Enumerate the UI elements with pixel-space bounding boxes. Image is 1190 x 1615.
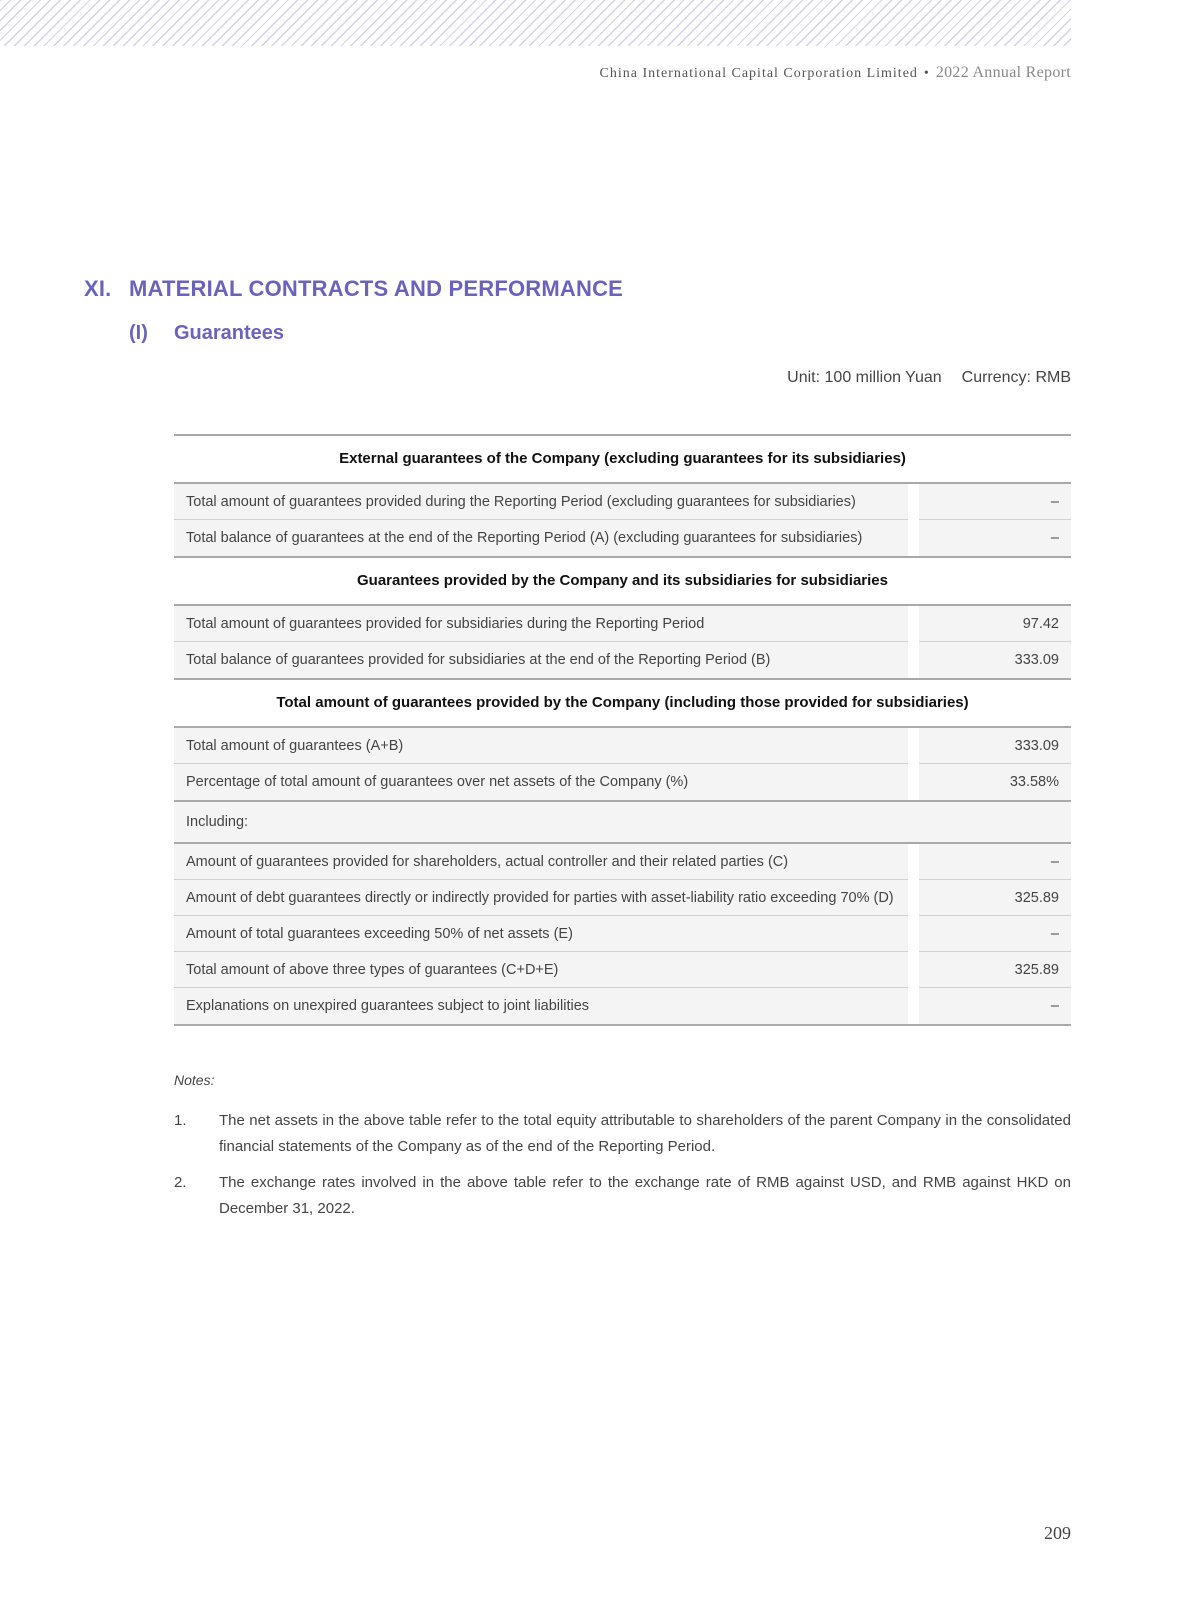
note-text: The net assets in the above table refer to the total equity attributable to shareholders of the parent Company in the consolidated financial statements of the Company as of the end of the Reporting Period. xyxy=(219,1112,1071,1155)
row-label: Total amount of above three types of guarantees (C+D+E) xyxy=(174,952,908,988)
note-item xyxy=(174,1170,1071,1222)
row-label: Total balance of guarantees provided for subsidiaries at the end of the Reporting Period (B) xyxy=(186,652,771,668)
row-label: Total balance of guarantees at the end of the Reporting Period (A) (excluding guarantees for subsidiaries) xyxy=(186,530,863,546)
running-header xyxy=(600,64,1071,82)
currency-text: Currency: RMB xyxy=(961,369,1071,386)
subsection-number: (I) xyxy=(129,322,148,344)
table-row xyxy=(174,988,1071,1026)
row-label: Amount of total guarantees exceeding 50% of net assets (E) xyxy=(174,916,908,952)
table-row xyxy=(174,728,1071,764)
row-value: – xyxy=(1050,998,1059,1014)
including-row xyxy=(174,800,1071,844)
row-value: 333.09 xyxy=(1014,652,1059,668)
table-row xyxy=(174,952,1071,988)
table-row xyxy=(174,916,1071,952)
row-value: – xyxy=(919,916,1071,952)
row-label: Amount of debt guarantees directly or indirectly provided for parties with asset-liability ratio exceeding 70% (D) xyxy=(174,880,908,916)
decorative-hatch-band xyxy=(0,0,1071,46)
row-label: Percentage of total amount of guarantees over net assets of the Company (%) xyxy=(186,774,689,790)
row-label: Total amount of guarantees provided during the Reporting Period (excluding guarantees for subsidiaries) xyxy=(174,484,908,520)
including-label: Including: xyxy=(186,814,249,830)
subsection-title: Guarantees xyxy=(174,322,285,344)
row-value: 325.89 xyxy=(919,880,1071,916)
table-row xyxy=(174,880,1071,916)
row-value: – xyxy=(919,844,1071,880)
row-value: 333.09 xyxy=(919,728,1071,764)
guarantees-table xyxy=(174,434,1071,1026)
page-number: 209 xyxy=(1044,1523,1071,1543)
notes-section xyxy=(174,1072,1071,1232)
note-number: 1. xyxy=(174,1112,187,1129)
note-text: The exchange rates involved in the above table refer to the exchange rate of RMB against USD, and RMB against HKD on December 31, 2022. xyxy=(219,1174,1071,1217)
subsection-heading xyxy=(129,322,284,345)
row-value: 325.89 xyxy=(919,952,1071,988)
table-row xyxy=(174,484,1071,520)
table-row xyxy=(174,764,1071,800)
row-label: Amount of guarantees provided for shareholders, actual controller and their related parties (C) xyxy=(174,844,908,880)
row-value: 33.58% xyxy=(1009,774,1059,790)
table-group-heading: Total amount of guarantees provided by the Company (including those provided for subsidiaries) xyxy=(174,678,1071,728)
note-item xyxy=(174,1108,1071,1160)
header-company: China International Capital Corporation Limited xyxy=(599,66,918,81)
table-row xyxy=(174,520,1071,556)
row-label: Explanations on unexpired guarantees subject to joint liabilities xyxy=(186,998,590,1014)
header-separator: • xyxy=(923,66,930,81)
table-group-heading: External guarantees of the Company (excluding guarantees for its subsidiaries) xyxy=(174,434,1071,484)
row-value: – xyxy=(1050,530,1059,546)
section-heading xyxy=(84,276,623,302)
unit-text: Unit: 100 million Yuan xyxy=(787,369,942,386)
row-label: Total amount of guarantees (A+B) xyxy=(174,728,908,764)
section-number: XI. xyxy=(84,276,112,301)
header-report-title: 2022 Annual Report xyxy=(935,64,1071,81)
notes-title: Notes: xyxy=(174,1072,215,1088)
row-label: Total amount of guarantees provided for subsidiaries during the Reporting Period xyxy=(174,606,908,642)
section-title: MATERIAL CONTRACTS AND PERFORMANCE xyxy=(129,276,624,301)
table-row xyxy=(174,844,1071,880)
note-number: 2. xyxy=(174,1174,187,1191)
table-row xyxy=(174,606,1071,642)
row-value: 97.42 xyxy=(919,606,1071,642)
table-row xyxy=(174,642,1071,678)
table-group-heading: Guarantees provided by the Company and its subsidiaries for subsidiaries xyxy=(174,556,1071,606)
row-value: – xyxy=(919,484,1071,520)
unit-currency-line xyxy=(787,369,1071,387)
